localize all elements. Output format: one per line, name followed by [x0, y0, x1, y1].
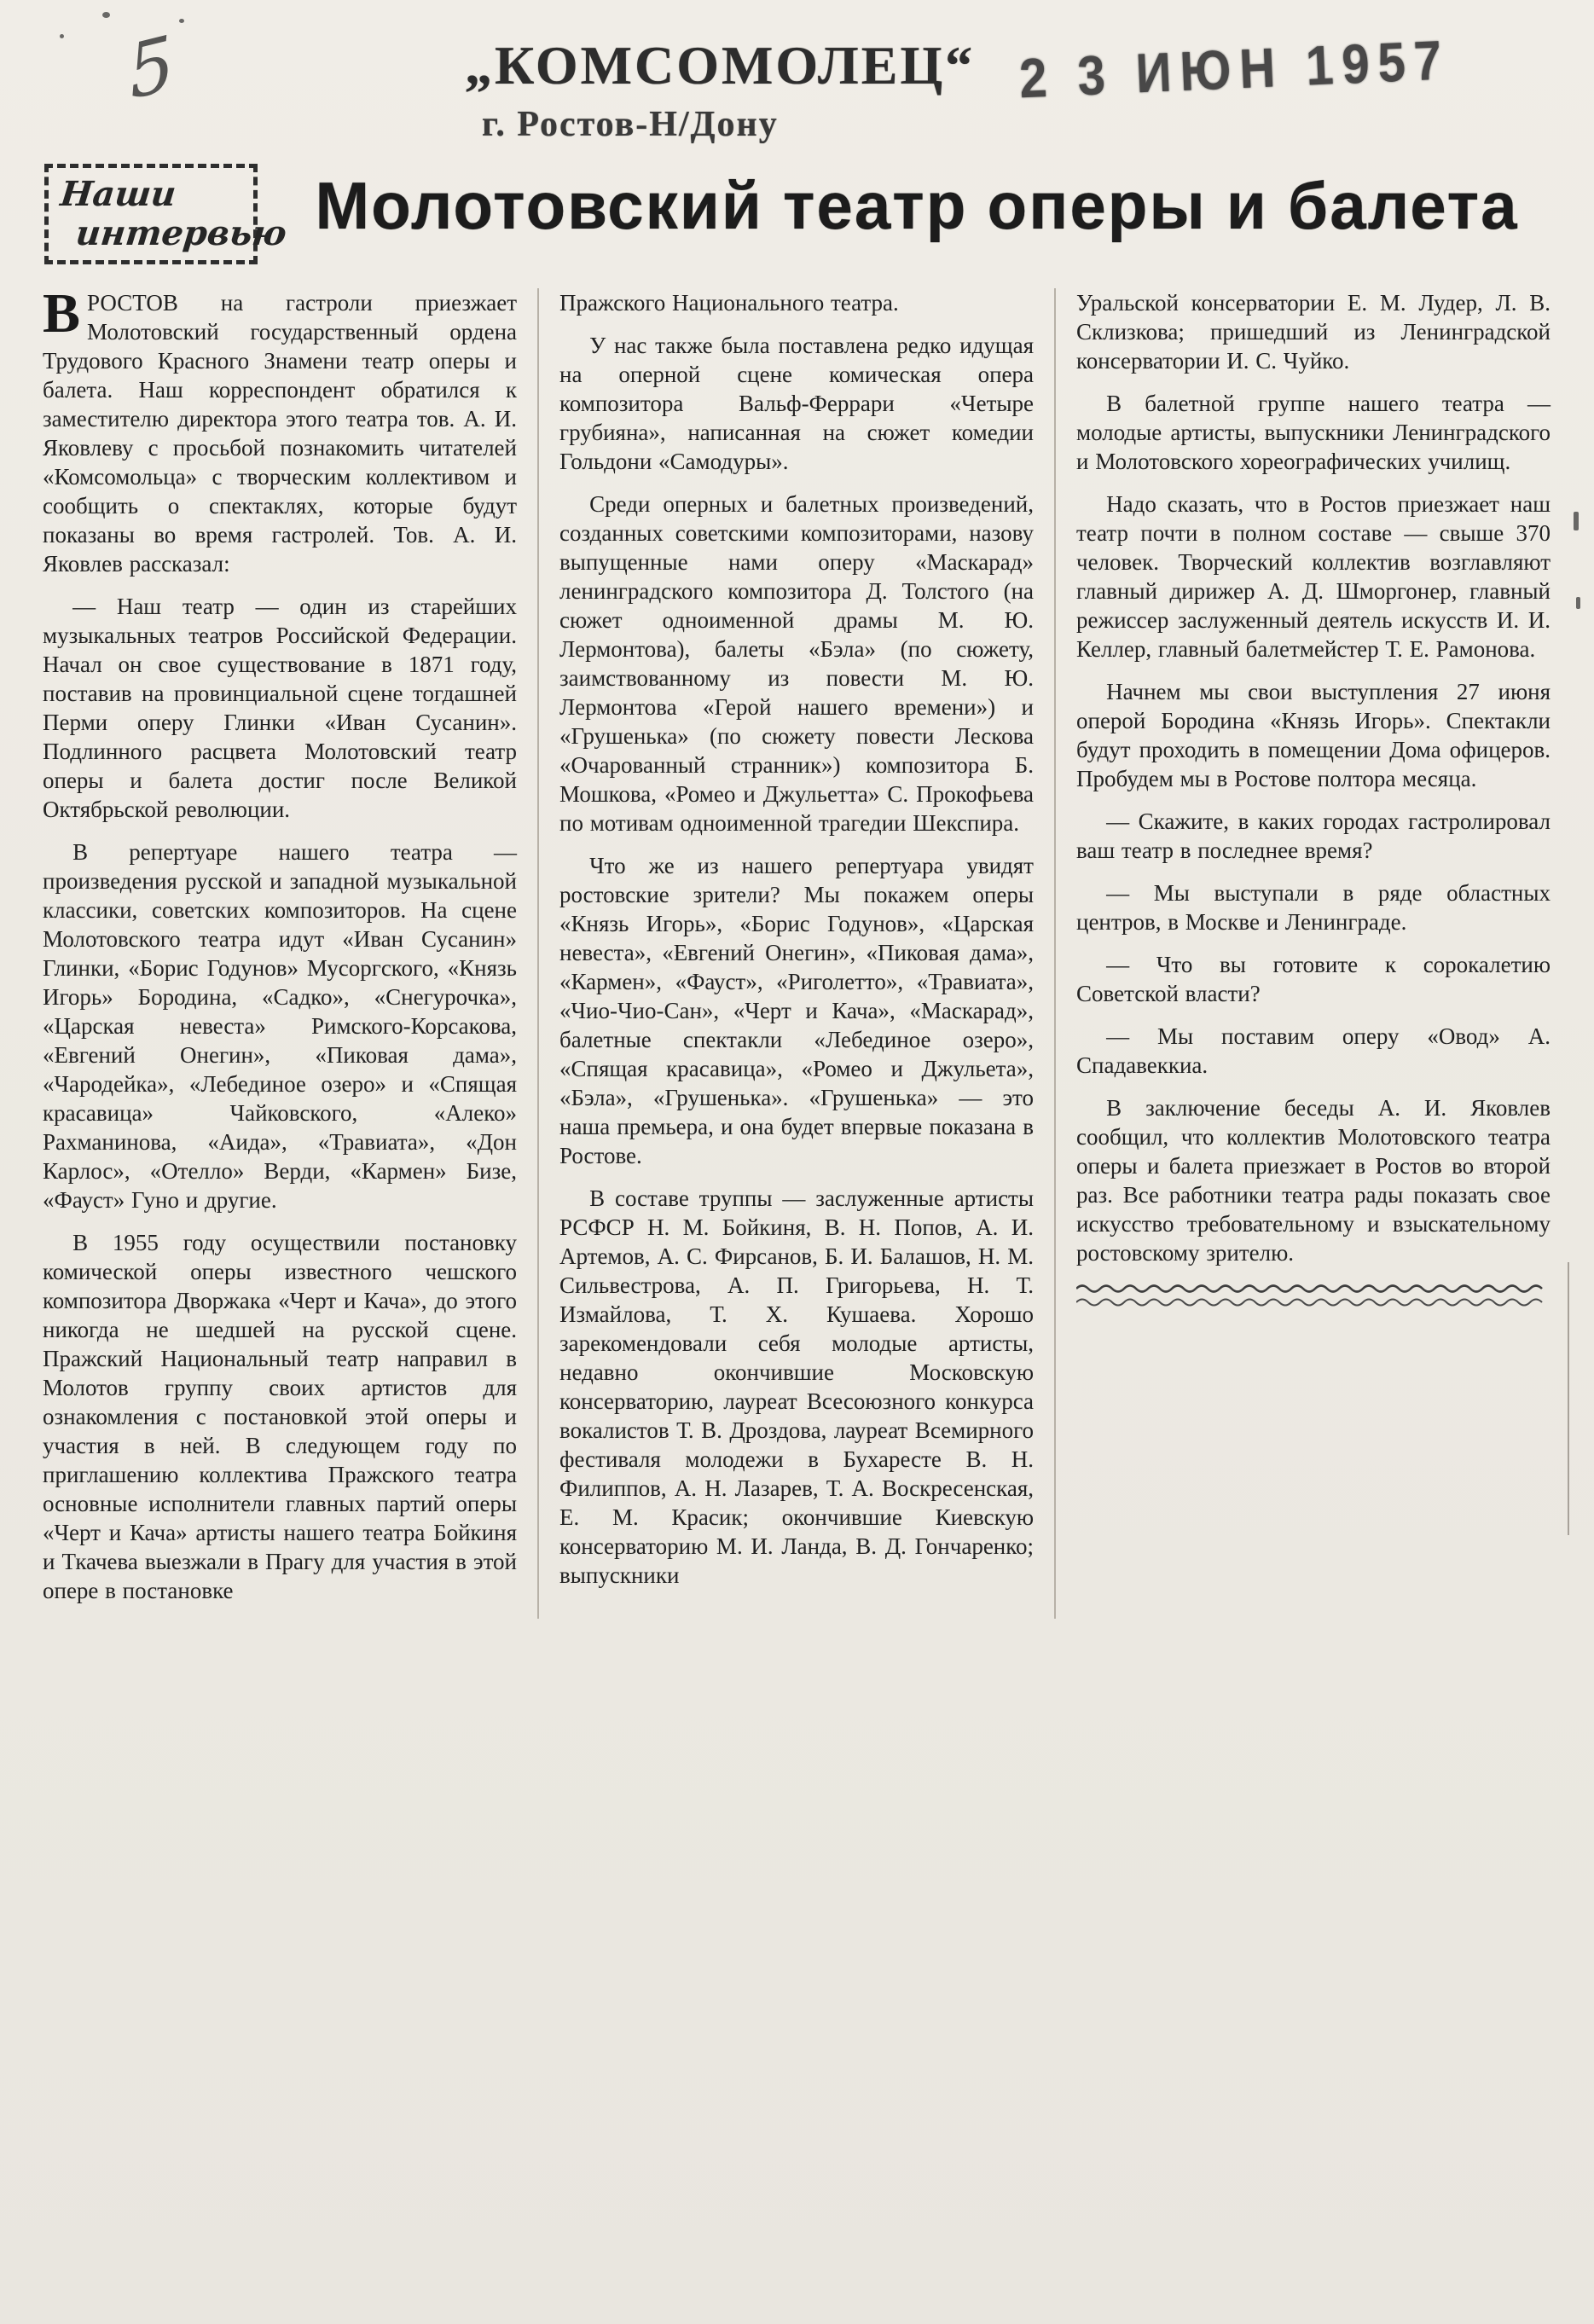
paragraph: — Мы выступали в ряде областных центров, в Москве и Ленинграде.: [1076, 880, 1551, 935]
paragraph: У нас также была поставлена редко идущая на оперной сцене комическая опера композитора Вальф-Феррари «Четыре грубияна», написанная на сюжет комедии Гольдони «Самодуры».: [559, 333, 1034, 474]
column-2-paragraphs: [559, 288, 1034, 1590]
masthead-subtitle: г. Ростов-Н/Дону: [482, 105, 779, 144]
column-3: [1054, 288, 1551, 1619]
paragraph: Надо сказать, что в Ростов приезжает наш театр почти в полном составе — свыше 370 человек. Творческий коллектив возглавляют главный дирижер А. Д. Шморгонер, главный режиссер заслуженный деятель искусств И. И. Келлер, главный балетмейстер Т. Е. Рамонова.: [1076, 491, 1551, 662]
paragraph: — Мы поставим оперу «Овод» А. Спадавеккиа.: [1076, 1023, 1551, 1078]
scan-speckle: [1576, 597, 1580, 609]
paragraph: Что же из нашего репертуара увидят ростовские зрители? Мы покажем оперы «Князь Игорь», «Борис Годунов», «Царская невеста», «Евгений Онегин», «Пиковая дама», «Кармен», «Фауст», «Риголетто», «Травиата», «Чио-Чио-Сан», «Черт и Кача», «Маскарад», балетные спектакли «Лебединое озеро», «Спящая красавица», «Ромео и Джульета», «Бэла», «Грушенька». «Грушенька» — это наша премьера, и она будет впервые показана в Ростове.: [559, 853, 1034, 1168]
lead-text: РОСТОВ на гастроли приезжает Молотовский государственный ордена Трудового Красного Знамени театр оперы и балета. Наш корреспондент обратился к заместителю директора этого театра тов. А. И. Яковлеву с просьбой познакомить читателей «Комсомольца» с творческим коллективом и сообщить о спектаклях, которые будут показаны во время гастролей. Тов. А. И. Яковлев рассказал:: [43, 290, 517, 577]
rubric-box: [44, 164, 289, 264]
scan-speckle: [1574, 512, 1579, 530]
paragraph: — Что вы готовите к сорокалетию Советской власти?: [1076, 952, 1551, 1006]
wavy-divider: [1076, 1283, 1551, 1310]
paragraph: В заключение беседы А. И. Яковлев сообщил, что коллектив Молотовского театра оперы и балета приезжает в Ростов во второй раз. Все работники театра рады показать свое искусство требовательному и взыскательному ростовскому зрителю.: [1076, 1095, 1551, 1266]
rubric-line-2: интервью: [73, 213, 289, 253]
scan-speckle: [60, 34, 64, 38]
article-body: [43, 282, 1552, 1619]
paragraph: Уральской консерватории Е. М. Лудер, Л. В. Склизкова; пришедший из Ленинградской консерватории И. С. Чуйко.: [1076, 290, 1551, 374]
paragraph: В составе труппы — заслуженные артисты РСФСР Н. М. Бойкиня, В. Н. Попов, А. И. Артемов, А. С. Фирсанов, Б. И. Балашов, Н. М. Сильвестрова, А. П. Григорьева, Н. Т. Измайлова, Т. Х. Кушаева. Хорошо зарекомендовали себя молодые артисты, недавно окончившие Московскую консерваторию, лауреат Всесоюзного конкурса вокалистов Т. В. Дроздова, лауреат Всемирного фестиваля молодежи в Бухаресте В. Н. Филиппов, А. Н. Лазарев, Т. А. Воскресенская, Е. М. Красик; окончившие Киевскую консерваторию М. И. Ланда, В. Д. Гончаренко; выпускники: [559, 1185, 1034, 1588]
scan-speckle: [102, 12, 110, 18]
paragraph: Пражского Национального театра.: [559, 290, 899, 316]
masthead-title: „КОМСОМОЛЕЦ“: [465, 35, 976, 96]
paragraph: Среди оперных и балетных произведений, созданных советскими композиторами, назову выпущенные нами оперу «Маскарад» ленинградского композитора Д. Толстого (на сюжет одноименной драмы М. Ю. Лермонтова), балеты «Бэла» (по сюжету, заимствованному из повести М. Ю. Лермонтова «Герой нашего времени») и «Грушенька» (по сюжету повести Лескова «Очарованный странник») композитора Б. Мошкова, «Ромео и Джульетта» С. Прокофьева по мотивам одноименной трагедии Шекспира.: [559, 491, 1034, 836]
column-3-paragraphs: [1076, 288, 1551, 1267]
paragraph: Начнем мы свои выступления 27 июня оперой Бородина «Князь Игорь». Спектакли будут проходить в помещении Дома офицеров. Пробудем мы в Ростове полтора месяца.: [1076, 679, 1551, 791]
paragraph: — Наш театр — один из старейших музыкальных театров Российской Федерации. Начал он свое существование в 1871 году, поставив на провинциальной сцене тогдашней Перми оперу Глинки «Иван Сусанин». Подлинного расцвета Молотовский театр оперы и балета достиг после Великой Октябрьской революции.: [43, 594, 517, 822]
column-divider: [1568, 1262, 1569, 1535]
column-1-paragraphs: [43, 592, 517, 1605]
handwritten-mark: 5: [124, 20, 179, 117]
lead-paragraph: [43, 282, 517, 578]
date-stamp: 2 3 ИЮН 1957: [1017, 29, 1452, 110]
paragraph: В репертуаре нашего театра — произведения русской и западной музыкальной классики, советских композиторов. На сцене Молотовского театра идут «Иван Сусанин» Глинки, «Борис Годунов» Мусоргского, «Князь Игорь» Бородина, «Садко», «Снегурочка», «Царская невеста» Римского-Корсакова, «Евгений Онегин», «Пиковая дама», «Чародейка», «Лебединое озеро» и «Спящая красавица» Чайковского, «Алеко» Рахманинова, «Аида», «Травиата», «Дон Карлос», «Отелло» Верди, «Кармен» Бизе, «Фауст» Гуно и другие.: [43, 839, 517, 1213]
column-1: [43, 282, 517, 1619]
paragraph: В балетной группе нашего театра — молодые артисты, выпускники Ленинградского и Молотовского хореографических училищ.: [1076, 391, 1551, 474]
column-2: [537, 288, 1034, 1619]
rubric-line-1: Наши: [58, 174, 178, 214]
article-headline: Молотовский театр оперы и балета: [315, 168, 1519, 243]
paragraph: — Скажите, в каких городах гастролировал ваш театр в последнее время?: [1076, 808, 1551, 863]
scan-speckle: [179, 19, 184, 23]
paragraph: В 1955 году осуществили постановку комической оперы известного чешского композитора Дворжака «Черт и Кача», до этого никогда не шедшей на русской сцене. Пражский Национальный театр направил в Молотов группу своих артистов для ознакомления с постановкой этой оперы и участия в ней. В следующем году по приглашению коллектива Пражского театра основные исполнители главных партий оперы «Черт и Кача» артисты нашего театра Бойкиня и Ткачева выезжали в Прагу для участия в этой опере в постановке: [43, 1230, 517, 1603]
dropcap: В: [43, 282, 81, 345]
